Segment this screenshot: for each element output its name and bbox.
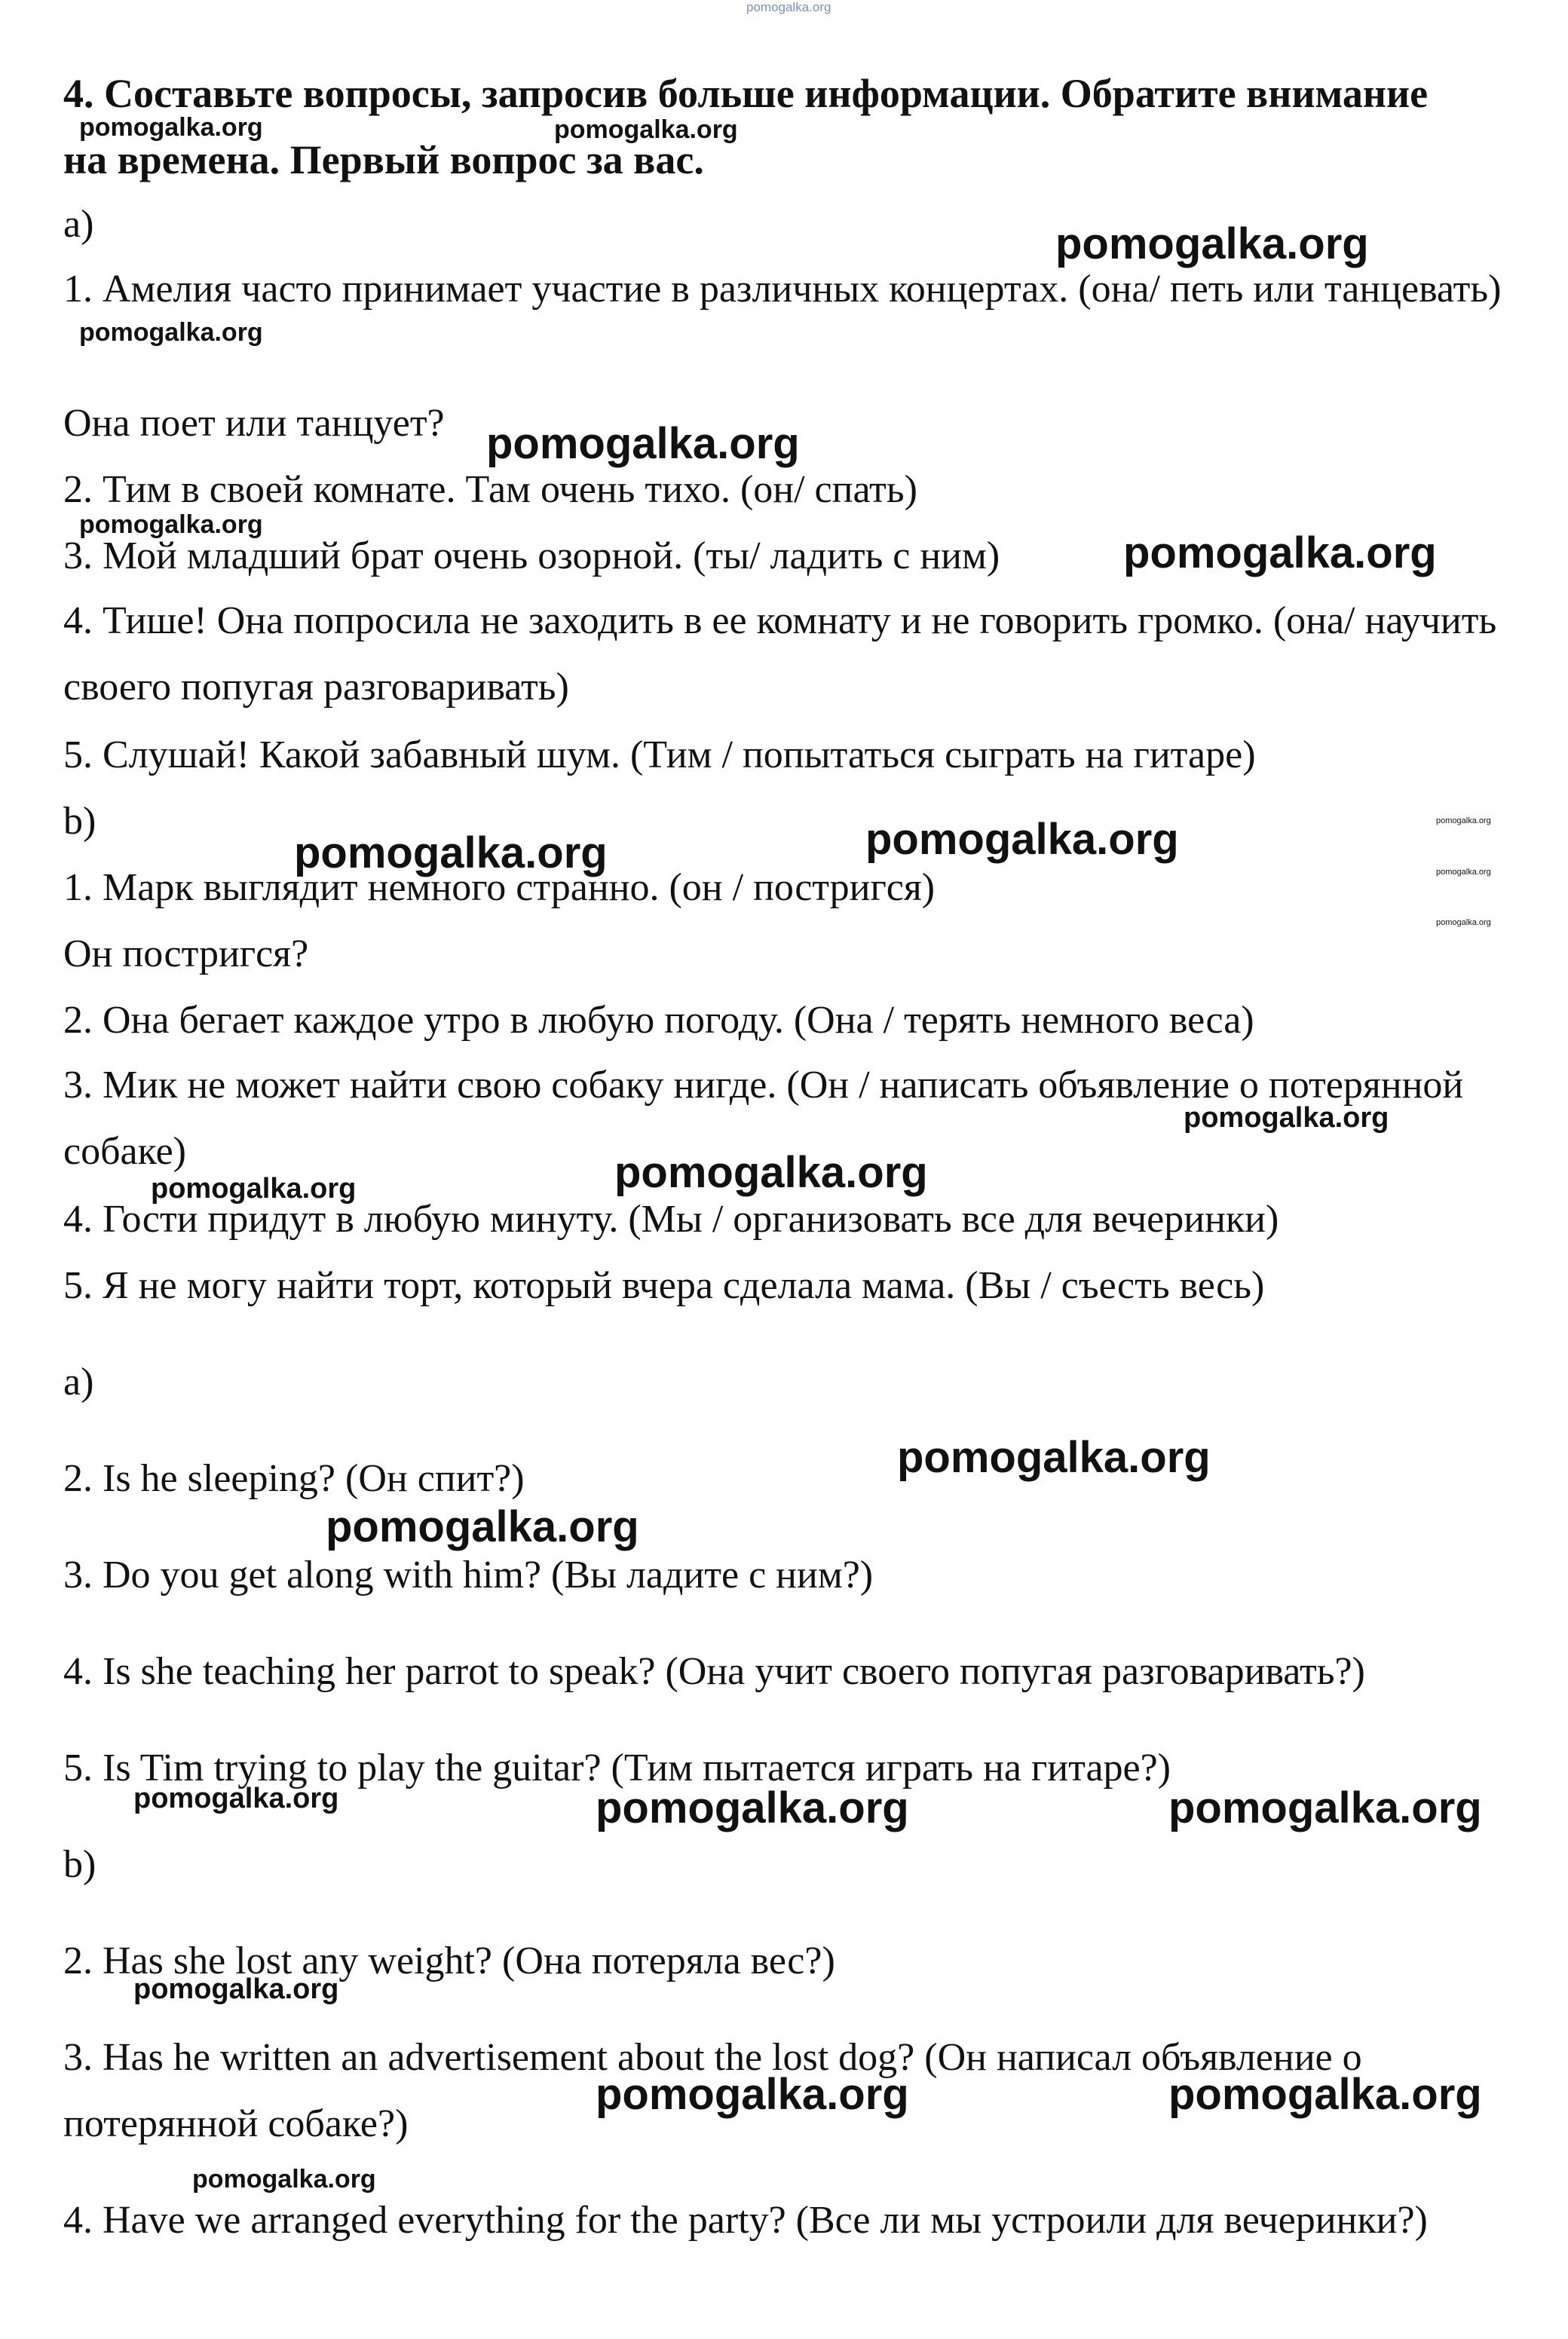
watermark: pomogalka.org — [1436, 918, 1491, 927]
section-label: a) — [63, 203, 94, 246]
exercise-item: 4. Гости придут в любую минуту. (Мы / организовать все для вечеринки) — [63, 1198, 1279, 1241]
exercise-item: 3. Мой младший брат очень озорной. (ты/ ладить с ним) — [63, 534, 1000, 577]
watermark: pomogalka.org — [1123, 528, 1437, 577]
watermark: pomogalka.org — [897, 1433, 1211, 1482]
exercise-item: 2. Она бегает каждое утро в любую погоду. (Она / терять немного веса) — [63, 999, 1254, 1042]
exercise-item: 5. Слушай! Какой забавный шум. (Тим / попытаться сыграть на гитаре) — [63, 733, 1256, 776]
watermark: pomogalka.org — [614, 1148, 928, 1197]
answer-item: 4. Is she teaching her parrot to speak? (Она учит своего попугая разговаривать?) — [63, 1650, 1365, 1693]
watermark: pomogalka.org — [79, 510, 263, 539]
watermark: pomogalka.org — [1168, 1783, 1482, 1832]
exercise-item: 1. Марк выглядит немного странно. (он / постригся) — [63, 866, 936, 909]
answer-item: 3. Do you get along with him? (Вы ладите с ним?) — [63, 1554, 874, 1597]
example-answer: Он постригся? — [63, 932, 309, 975]
watermark: pomogalka.org — [79, 318, 263, 347]
watermark: pomogalka.org — [1436, 868, 1491, 877]
answer-item: 2. Is he sleeping? (Он спит?) — [63, 1457, 525, 1500]
watermark: pomogalka.org — [554, 115, 738, 144]
watermark: pomogalka.org — [1436, 816, 1491, 825]
answer-section-label: b) — [63, 1843, 96, 1886]
watermark: pomogalka.org — [133, 1973, 339, 2005]
watermark: pomogalka.org — [1055, 219, 1369, 268]
watermark: pomogalka.org — [79, 113, 263, 142]
watermark: pomogalka.org — [596, 2070, 909, 2119]
exercise-item: 2. Тим в своей комнате. Там очень тихо. (он/ спать) — [63, 468, 917, 511]
watermark: pomogalka.org — [596, 1783, 909, 1832]
watermark: pomogalka.org — [746, 0, 831, 14]
answer-item: 2. Has she lost any weight? (Она потеряла вес?) — [63, 1939, 835, 1982]
answer-section-label: a) — [63, 1361, 94, 1404]
watermark: pomogalka.org — [1184, 1102, 1389, 1134]
watermark: pomogalka.org — [865, 815, 1179, 864]
example-answer: Она поет или танцует? — [63, 402, 445, 445]
exercise-item: 1. Амелия часто принимает участие в различных концертах. (она/ петь или танцевать) — [63, 268, 1502, 311]
watermark: pomogalka.org — [1168, 2070, 1482, 2119]
watermark: pomogalka.org — [133, 1783, 339, 1814]
watermark: pomogalka.org — [151, 1173, 357, 1205]
answer-item: 5. Is Tim trying to play the guitar? (Тим пытается играть на гитаре?) — [63, 1747, 1171, 1789]
answer-item: 3. Has he written an advertisement about the lost dog? (Он написал объявление о потерянной собаке?) — [63, 2036, 1362, 2145]
exercise-item: 3. Мик не может найти свою собаку нигде. (Он / написать объявление о потерянной собаке) — [63, 1064, 1464, 1173]
watermark: pomogalka.org — [192, 2165, 376, 2194]
exercise-item: 4. Тише! Она попросила не заходить в ее комнату и не говорить громко. (она/ научить своего попугая разговаривать) — [63, 599, 1497, 709]
watermark: pomogalka.org — [486, 419, 800, 468]
section-label: b) — [63, 800, 96, 843]
watermark: pomogalka.org — [294, 828, 608, 877]
exercise-title: 4. Составьте вопросы, запросив больше информации. Обратите внимание на времена. Первый вопрос за вас. — [63, 71, 1429, 182]
exercise-item: 5. Я не могу найти торт, который вчера сделала мама. (Вы / съесть весь) — [63, 1264, 1265, 1307]
answer-item: 4. Have we arranged everything for the party? (Все ли мы устроили для вечеринки?) — [63, 2199, 1428, 2242]
watermark: pomogalka.org — [326, 1502, 639, 1551]
